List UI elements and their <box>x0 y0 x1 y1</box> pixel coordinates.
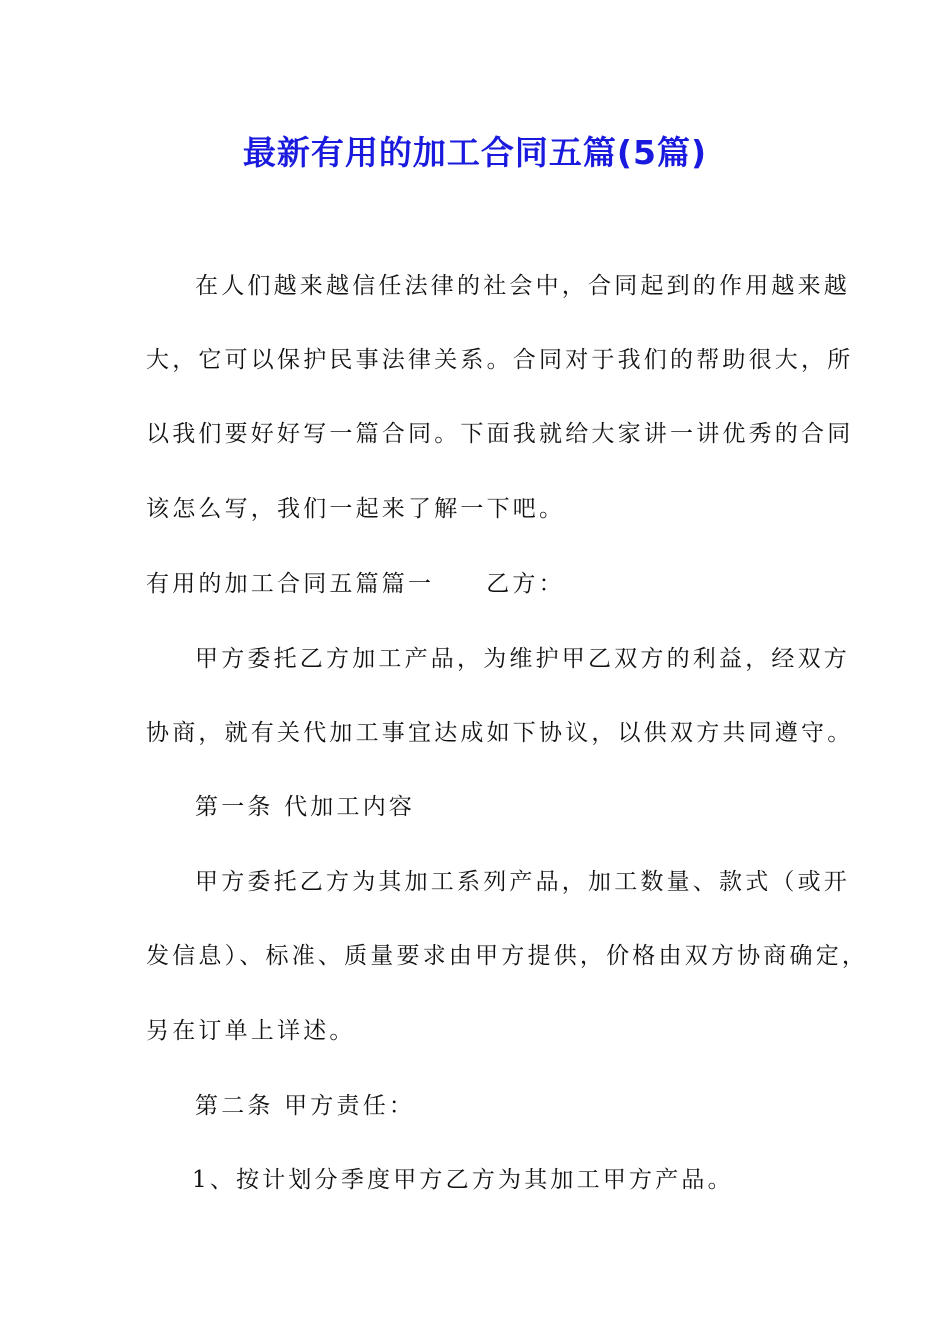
article-1-body-line: 另在订单上详述。 <box>146 1018 356 1044</box>
section-heading-row <box>146 568 565 600</box>
article-1-heading: 第一条 代加工内容 <box>195 794 416 820</box>
preamble-line: 协商，就有关代加工事宜达成如下协议，以供双方共同遵守。 <box>146 720 854 746</box>
intro-paragraph-line: 该怎么写，我们一起来了解一下吧。 <box>146 496 566 522</box>
party-b-label: 乙方： <box>486 571 565 597</box>
article-1-body-line: 甲方委托乙方为其加工系列产品，加工数量、款式（或开 <box>195 869 850 895</box>
article-2-heading: 第二条 甲方责任： <box>195 1093 416 1119</box>
article-1-body-line: 发信息）、标准、质量要求由甲方提供，价格由双方协商确定， <box>146 943 869 969</box>
document-title: 最新有用的加工合同五篇(5篇) <box>242 133 708 172</box>
section-heading: 有用的加工合同五篇篇一 <box>146 571 435 597</box>
article-2-item-1: 1、按计划分季度甲方乙方为其加工甲方产品。 <box>192 1167 734 1193</box>
intro-paragraph-line: 大，它可以保护民事法律关系。合同对于我们的帮助很大，所 <box>146 347 854 373</box>
intro-paragraph-line: 以我们要好好写一篇合同。下面我就给大家讲一讲优秀的合同 <box>146 421 854 447</box>
preamble-line: 甲方委托乙方加工产品，为维护甲乙双方的利益，经双方 <box>195 646 850 672</box>
intro-paragraph-line: 在人们越来越信任法律的社会中，合同起到的作用越来越 <box>195 273 850 299</box>
